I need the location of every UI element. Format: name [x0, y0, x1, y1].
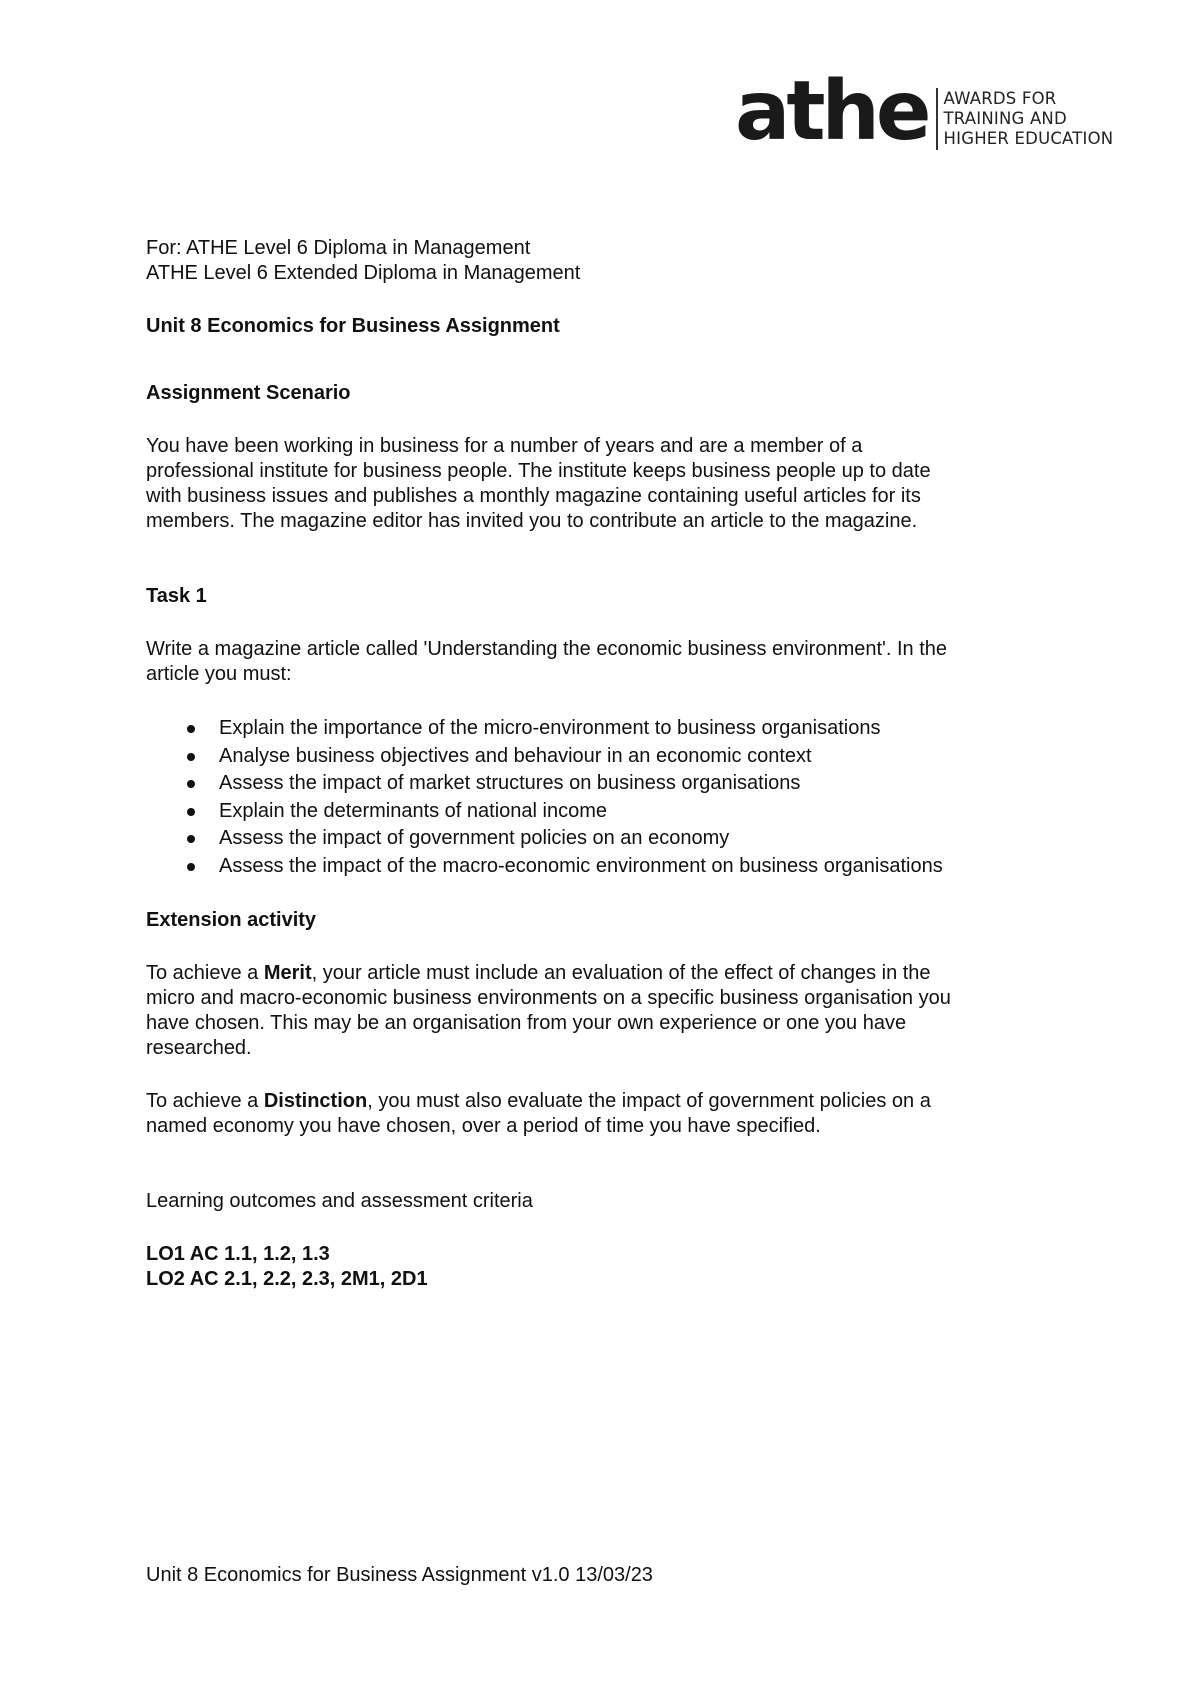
bullet-item: Assess the impact of government policies on an economy — [146, 825, 1096, 853]
paragraph-line: named economy you have chosen, over a period of time you have specified. — [146, 1115, 821, 1137]
task1-intro — [146, 637, 1096, 687]
bullet-item: Explain the importance of the micro-environment to business organisations — [146, 715, 1096, 743]
paragraph-line: members. The magazine editor has invited you to contribute an article to the magazine. — [146, 510, 918, 532]
paragraph-line: have chosen. This may be an organisation from your own experience or one you have — [146, 1012, 907, 1034]
task1-bullet-list — [146, 715, 1096, 880]
paragraph-line: Write a magazine article called 'Understanding the economic business environment'. In the — [146, 638, 948, 660]
paragraph-line: You have been working in business for a number of years and are a member of a — [146, 435, 863, 457]
task1-heading: Task 1 — [146, 585, 207, 607]
document-title: Unit 8 Economics for Business Assignment — [146, 315, 560, 337]
paragraph-line: researched. — [146, 1037, 252, 1059]
bullet-item: Analyse business objectives and behaviour in an economic context — [146, 743, 1096, 771]
merit-first-line: , your article must include an evaluation of the effect of changes in the — [311, 962, 931, 984]
qualification-line: For: ATHE Level 6 Diploma in Management — [146, 237, 531, 259]
lo1-criteria: LO1 AC 1.1, 1.2, 1.3 — [146, 1243, 330, 1265]
scenario-heading: Assignment Scenario — [146, 382, 351, 404]
logo-tagline — [944, 89, 1114, 149]
page-footer: Unit 8 Economics for Business Assignment v1.0 13/03/23 — [146, 1564, 653, 1586]
document-body — [146, 236, 1096, 1292]
logo-divider — [936, 88, 938, 150]
paragraph-line: professional institute for business people. The institute keeps business people up to date — [146, 460, 931, 482]
bullet-item: Assess the impact of market structures on business organisations — [146, 770, 1096, 798]
paragraph-line: micro and macro-economic business environments on a specific business organisation you — [146, 987, 951, 1009]
athe-logo — [735, 64, 1114, 160]
qualification-line-extended: ATHE Level 6 Extended Diploma in Management — [146, 262, 581, 284]
paragraph-line — [146, 961, 1096, 986]
paragraph-line: with business issues and publishes a monthly magazine containing useful articles for its — [146, 485, 921, 507]
distinction-paragraph — [146, 1089, 1096, 1139]
bullet-item: Explain the determinants of national income — [146, 798, 1096, 826]
logo-tagline-line: TRAINING AND — [943, 109, 1067, 128]
logo-tagline-line: AWARDS FOR — [943, 89, 1057, 108]
paragraph-line — [146, 1089, 1096, 1114]
merit-prefix: To achieve a — [146, 962, 264, 984]
merit-keyword: Merit — [263, 962, 312, 984]
distinction-first-line: , you must also evaluate the impact of government policies on a — [367, 1090, 931, 1112]
outcomes-heading: Learning outcomes and assessment criteria — [146, 1190, 533, 1212]
logo-wordmark: athe — [735, 64, 928, 159]
merit-paragraph — [146, 961, 1096, 1061]
scenario-paragraph — [146, 434, 1096, 534]
extension-heading: Extension activity — [146, 909, 317, 931]
lo2-criteria: LO2 AC 2.1, 2.2, 2.3, 2M1, 2D1 — [146, 1268, 428, 1290]
logo-tagline-line: HIGHER EDUCATION — [943, 129, 1114, 148]
paragraph-line: article you must: — [146, 663, 292, 685]
bullet-item: Assess the impact of the macro-economic environment on business organisations — [146, 853, 1096, 881]
distinction-prefix: To achieve a — [146, 1090, 264, 1112]
distinction-keyword: Distinction — [263, 1090, 368, 1112]
